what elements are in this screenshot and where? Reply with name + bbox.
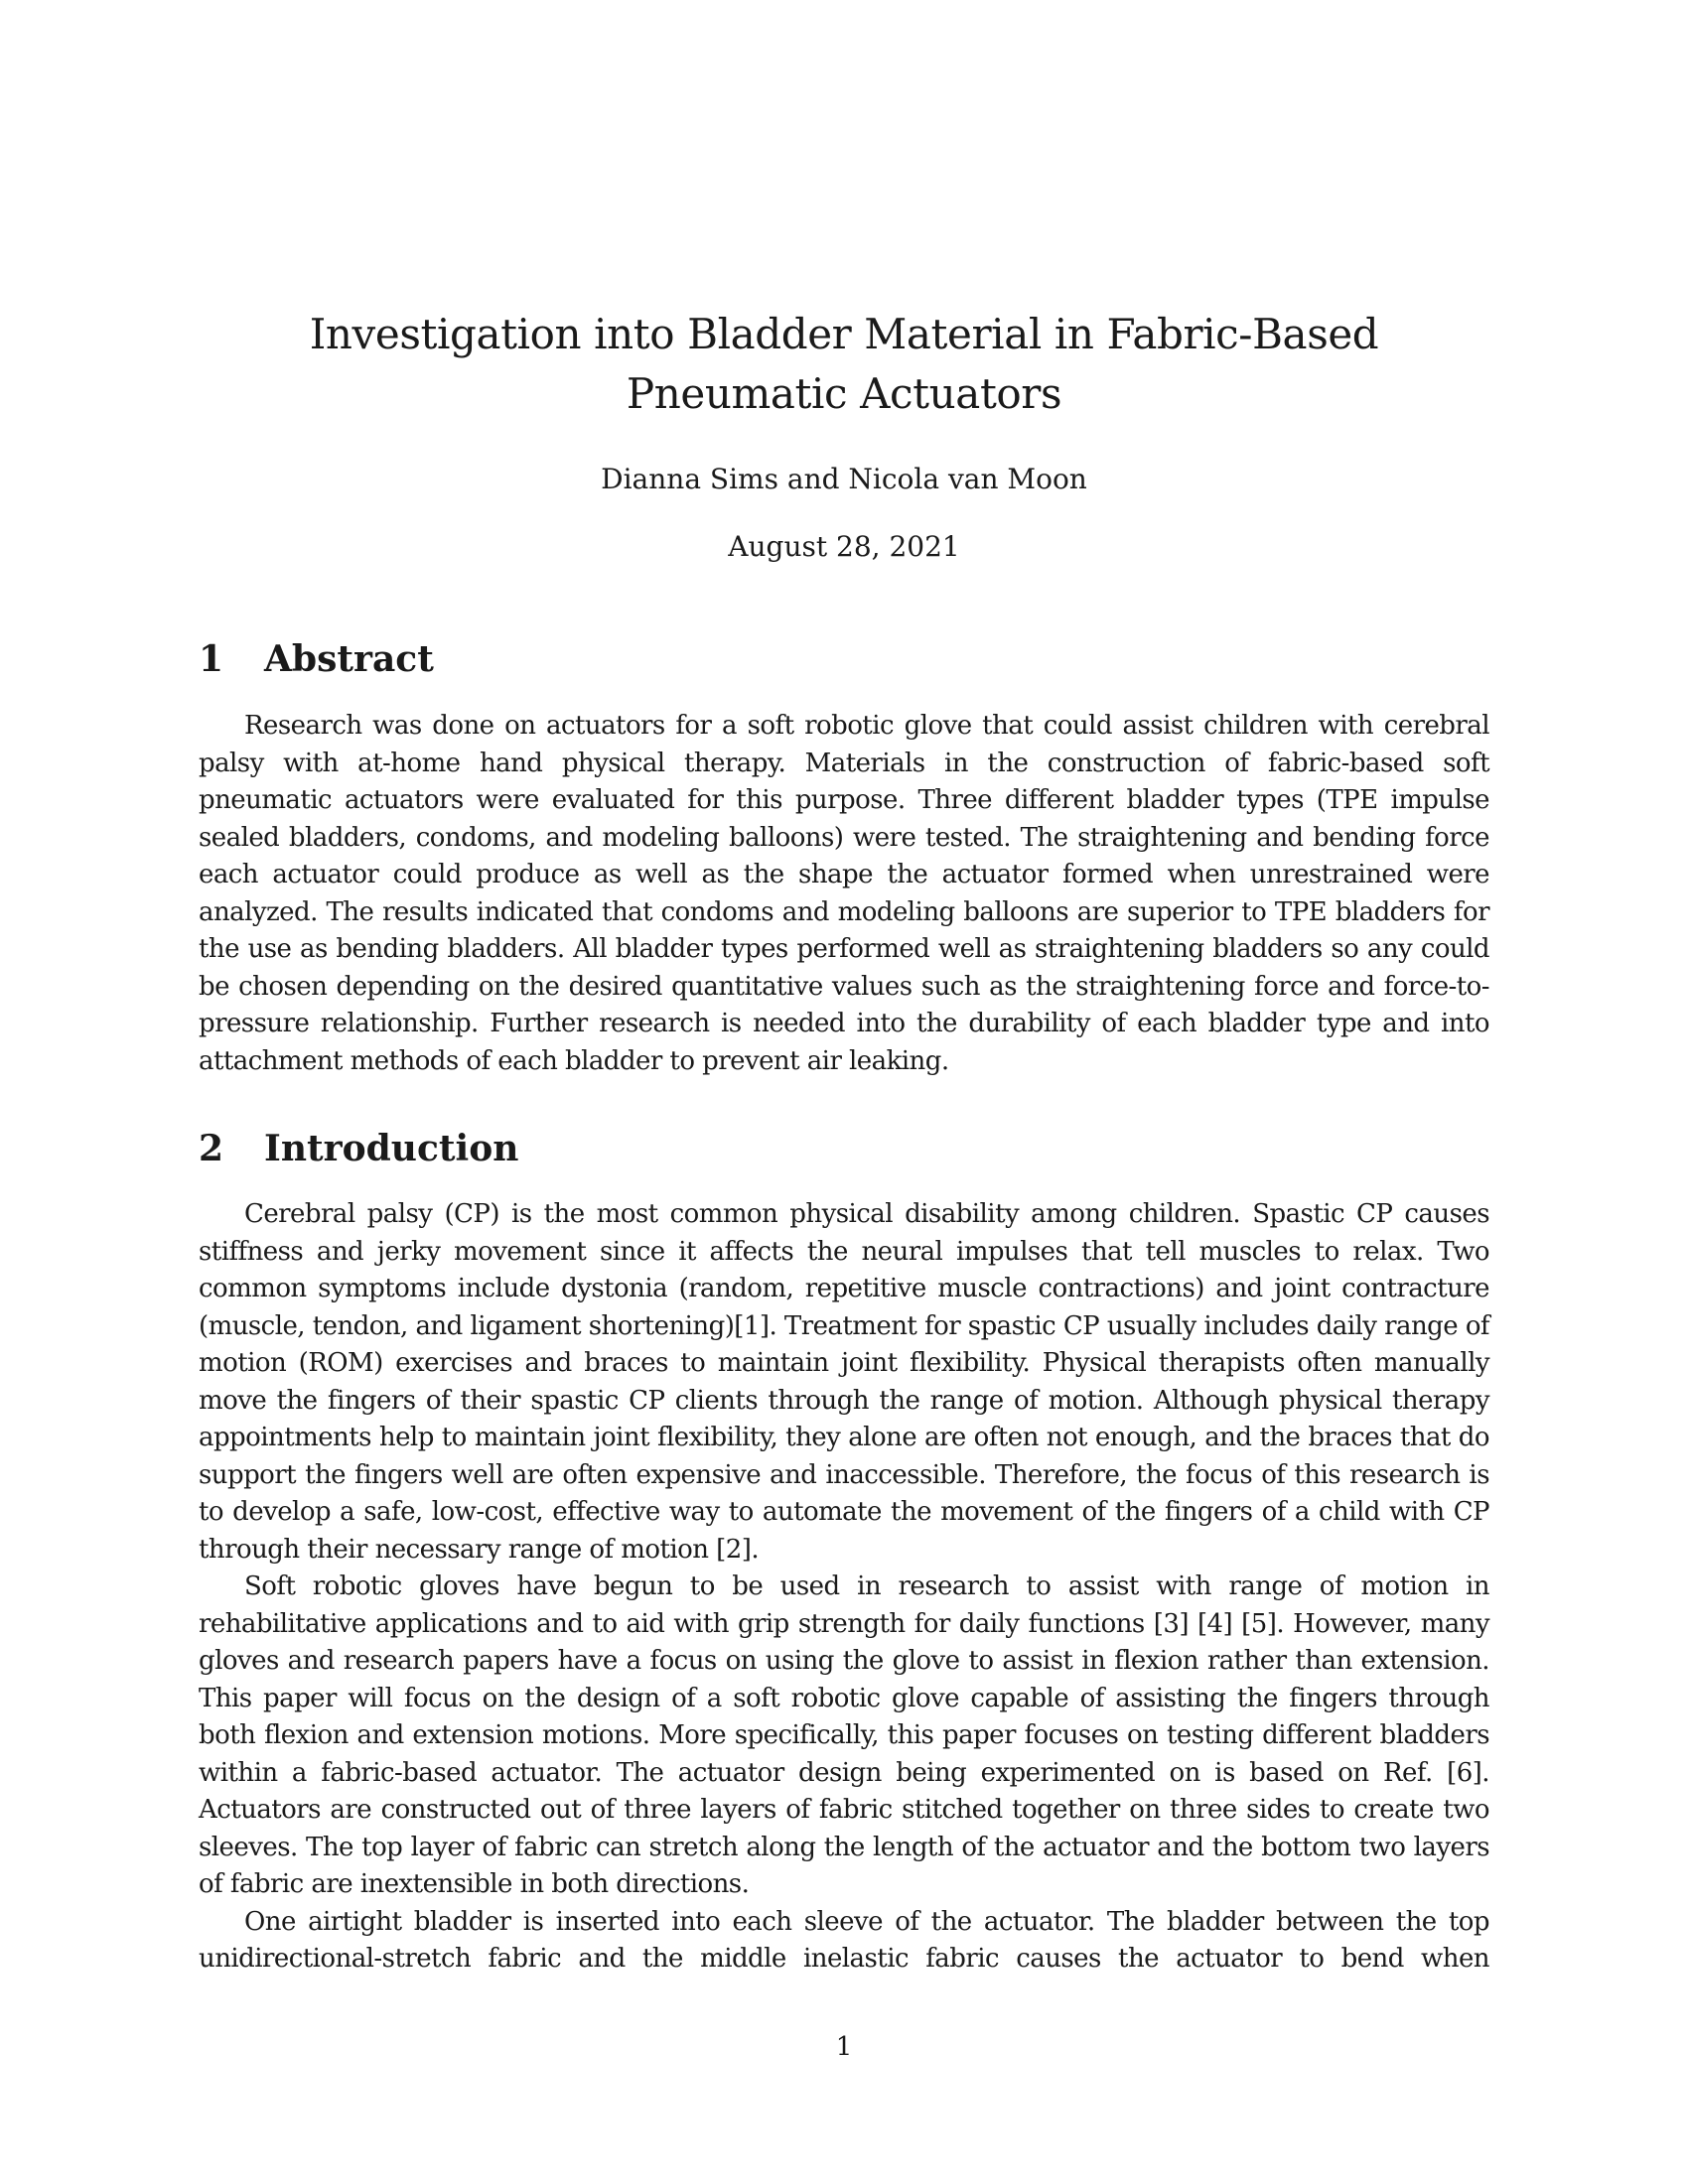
section-heading-introduction — [199, 1126, 1489, 1171]
introduction-paragraph-2: Soft robotic gloves have begun to be used in research to assist with range of motion in rehabilitative applications and to aid with grip strength for daily functions [3] [4] [5]. However, many gloves and research papers have a focus on using the glove to assist in flexion rather than extension. This paper will focus on the design of a soft robotic glove capable of assisting the fingers through both flexion and extension motions. More specifically, this paper focuses on testing different bladders within a fabric-based actuator. The actuator design being experimented on is based on Ref. [6]. Actuators are constructed out of three layers of fabric stitched together on three sides to create two sleeves. The top layer of fabric can stretch along the length of the actuator and the bottom two layers of fabric are inextensible in both directions. — [199, 1571, 1489, 1899]
section-title: Abstract — [264, 638, 434, 680]
publication-date: August 28, 2021 — [728, 530, 960, 563]
abstract-body — [199, 708, 1489, 1080]
author-list: Dianna Sims and Nicola van Moon — [601, 463, 1087, 495]
section-heading-abstract — [199, 636, 1489, 682]
page-number: 1 — [835, 2032, 853, 2062]
paper-title: Investigation into Bladder Material in Fabric-Based Pneumatic Actuators — [309, 310, 1379, 418]
introduction-paragraph-1: Cerebral palsy (CP) is the most common physical disability among children. Spastic CP causes stiffness and jerky movement since it affects the neural impulses that tell muscles to relax. Two common symptoms include dystonia (random, repetitive muscle contractions) and joint contracture (muscle, tendon, and ligament shortening)[1]. Treatment for spastic CP usually includes daily range of motion (ROM) exercises and braces to maintain joint flexibility. Physical therapists often manually move the fingers of their spastic CP clients through the range of motion. Although physical therapy appointments help to maintain joint flexibility, they alone are often not enough, and the braces that do support the fingers well are often expensive and inaccessible. Therefore, the focus of this research is to develop a safe, low-cost, effective way to automate the movement of the fingers of a child with CP through their necessary range of motion [2]. — [199, 1199, 1489, 1565]
section-number: 1 — [199, 638, 224, 680]
introduction-paragraph-3: One airtight bladder is inserted into each sleeve of the actuator. The bladder between the top unidirectional-stretch fabric and the middle inelastic fabric causes the actuator to bend when — [199, 1906, 1489, 1974]
introduction-body — [199, 1196, 1489, 1979]
section-number: 2 — [199, 1128, 224, 1169]
abstract-paragraph: Research was done on actuators for a soft robotic glove that could assist children with cerebral palsy with at-home hand physical therapy. Materials in the construction of fabric-based soft pneumatic actuators were evaluated for this purpose. Three different bladder types (TPE impulse sealed bladders, condoms, and modeling balloons) were tested. The straightening and bending force each actuator could produce as well as the shape the actuator formed when unrestrained were analyzed. The results indicated that condoms and modeling balloons are superior to TPE bladders for the use as bending bladders. All bladder types performed well as straightening bladders so any could be chosen depending on the desired quantitative values such as the straightening force and force-to-pressure relationship. Further research is needed into the durability of each bladder type and into attachment methods of each bladder to prevent air leaking. — [199, 711, 1489, 1076]
section-title: Introduction — [264, 1128, 519, 1169]
